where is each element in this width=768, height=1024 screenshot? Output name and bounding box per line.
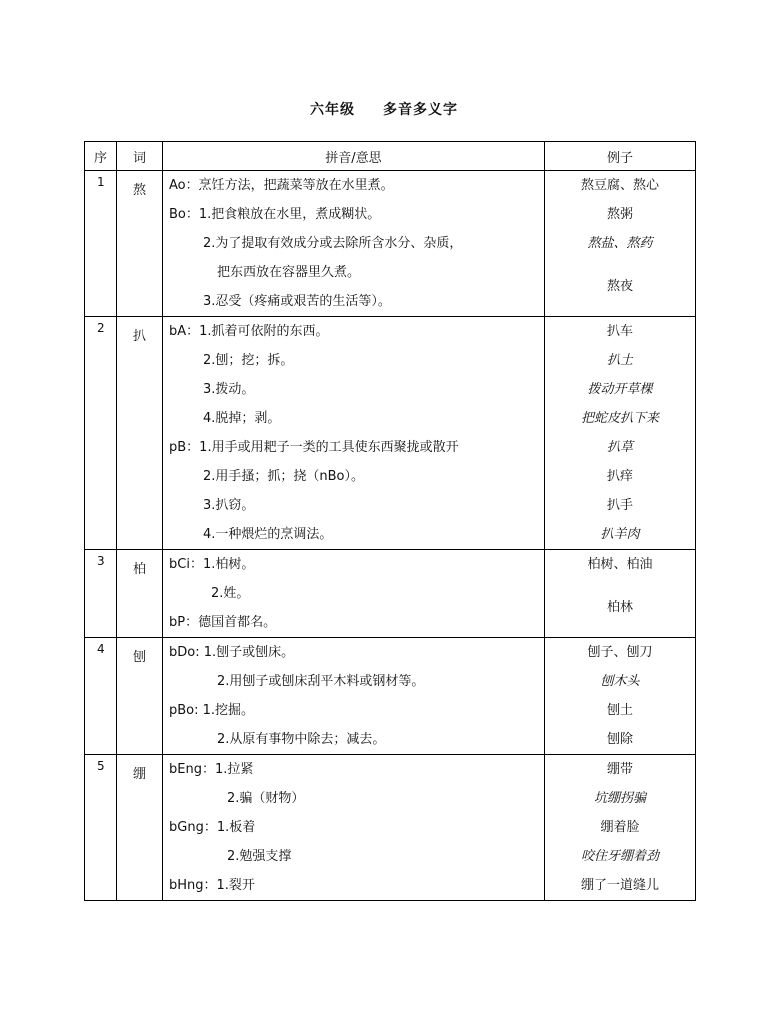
meaning-line: 4.一种煨烂的烹调法。: [203, 527, 333, 542]
example-item: 把蛇皮扒下来: [580, 411, 659, 426]
page-title: [0, 99, 768, 119]
header-num: 序: [85, 142, 117, 171]
meaning-line: 2.用手搔；抓；挠（nBo）。: [203, 469, 365, 484]
row-num: 3: [85, 550, 117, 638]
meaning-line: Ao：烹饪方法，把蔬菜等放在水里煮。: [169, 178, 394, 193]
header-example: 例子: [545, 142, 696, 171]
table-row: [85, 550, 696, 638]
meaning-line: 2.为了提取有效成分或去除所含水分、杂质，: [203, 236, 463, 251]
example-item: 绷了一道缝儿: [580, 878, 659, 893]
meaning-line: 2.骗（财物）: [227, 791, 305, 806]
header-word: 词: [117, 142, 163, 171]
example-item: 绷着脸: [600, 820, 640, 835]
meaning-line: 3.忍受（疼痛或艰苦的生活等）。: [203, 294, 391, 309]
row-num: 2: [85, 317, 117, 550]
table-row: [85, 317, 696, 550]
title-grade: 六年级: [310, 102, 355, 118]
row-meanings: [163, 638, 545, 755]
meaning-line: bCi：1.柏树。: [169, 557, 255, 572]
example-item: 熬粥: [606, 207, 633, 222]
polyphone-table: [84, 141, 696, 901]
title-topic: 多音多义字: [383, 102, 458, 118]
example-item: 柏树、柏油: [587, 557, 653, 572]
meaning-line: 3.扒窃。: [203, 498, 255, 513]
row-num: 4: [85, 638, 117, 755]
example-item: 坑绷拐骗: [593, 791, 646, 806]
row-word: 扒: [117, 317, 163, 550]
example-item: 刨子、刨刀: [587, 645, 653, 660]
meaning-line: bP：德国首都名。: [169, 615, 277, 630]
example-item: 扒土: [606, 353, 633, 368]
example-item: 拨动开草棵: [587, 382, 653, 397]
row-word: 刨: [117, 638, 163, 755]
row-num: 5: [85, 755, 117, 901]
example-item: 咬住牙绷着劲: [580, 849, 659, 864]
example-item: 柏林: [606, 600, 633, 615]
row-meanings: [163, 317, 545, 550]
meaning-line: 2.勉强支撑: [227, 849, 292, 864]
row-examples: [545, 638, 696, 755]
example-item: 扒手: [606, 498, 633, 513]
meaning-line: bEng：1.拉紧: [169, 762, 254, 777]
row-meanings: [163, 171, 545, 317]
meaning-line: 2.刨；挖；拆。: [203, 353, 294, 368]
table-row: [85, 638, 696, 755]
row-word: 绷: [117, 755, 163, 901]
row-examples: [545, 550, 696, 638]
meaning-line: bHng：1.裂开: [169, 878, 255, 893]
row-num: 1: [85, 171, 117, 317]
example-item: 刨除: [606, 732, 633, 747]
meaning-line: 2.姓。: [211, 586, 250, 601]
table-header-row: [85, 142, 696, 171]
example-item: 扒痒: [606, 469, 633, 484]
meaning-line: Bo：1.把食粮放在水里，煮成糊状。: [169, 207, 381, 222]
row-examples: [545, 317, 696, 550]
row-examples: [545, 171, 696, 317]
row-word: 熬: [117, 171, 163, 317]
example-item: 扒草: [606, 440, 633, 455]
example-item: 扒羊肉: [600, 527, 640, 542]
example-item: 绷带: [606, 762, 633, 777]
meaning-line: 2.从原有事物中除去；减去。: [217, 732, 386, 747]
table-row: [85, 755, 696, 901]
meaning-line: 把东西放在容器里久煮。: [217, 265, 361, 280]
row-examples: [545, 755, 696, 901]
row-meanings: [163, 755, 545, 901]
meaning-line: 2.用刨子或刨床刮平木料或钢材等。: [217, 674, 425, 689]
example-item: 熬夜: [606, 279, 633, 294]
meaning-line: bGng：1.板着: [169, 820, 256, 835]
row-meanings: [163, 550, 545, 638]
header-pinyin: 拼音/意思: [163, 142, 545, 171]
example-item: 刨木头: [600, 674, 640, 689]
meaning-line: pBo: 1.挖掘。: [169, 703, 255, 718]
example-item: 熬盐、熬药: [587, 236, 653, 251]
meaning-line: 4.脱掉；剥。: [203, 411, 281, 426]
meaning-line: bDo: 1.刨子或刨床。: [169, 645, 295, 660]
row-word: 柏: [117, 550, 163, 638]
meaning-line: 3.拨动。: [203, 382, 255, 397]
meaning-line: pB：1.用手或用耙子一类的工具使东西聚拢或散开: [169, 440, 459, 455]
example-item: 扒车: [606, 324, 633, 339]
example-item: 刨土: [606, 703, 633, 718]
example-item: 熬豆腐、熬心: [580, 178, 659, 193]
table-row: [85, 171, 696, 317]
meaning-line: bA：1.抓着可依附的东西。: [169, 324, 329, 339]
